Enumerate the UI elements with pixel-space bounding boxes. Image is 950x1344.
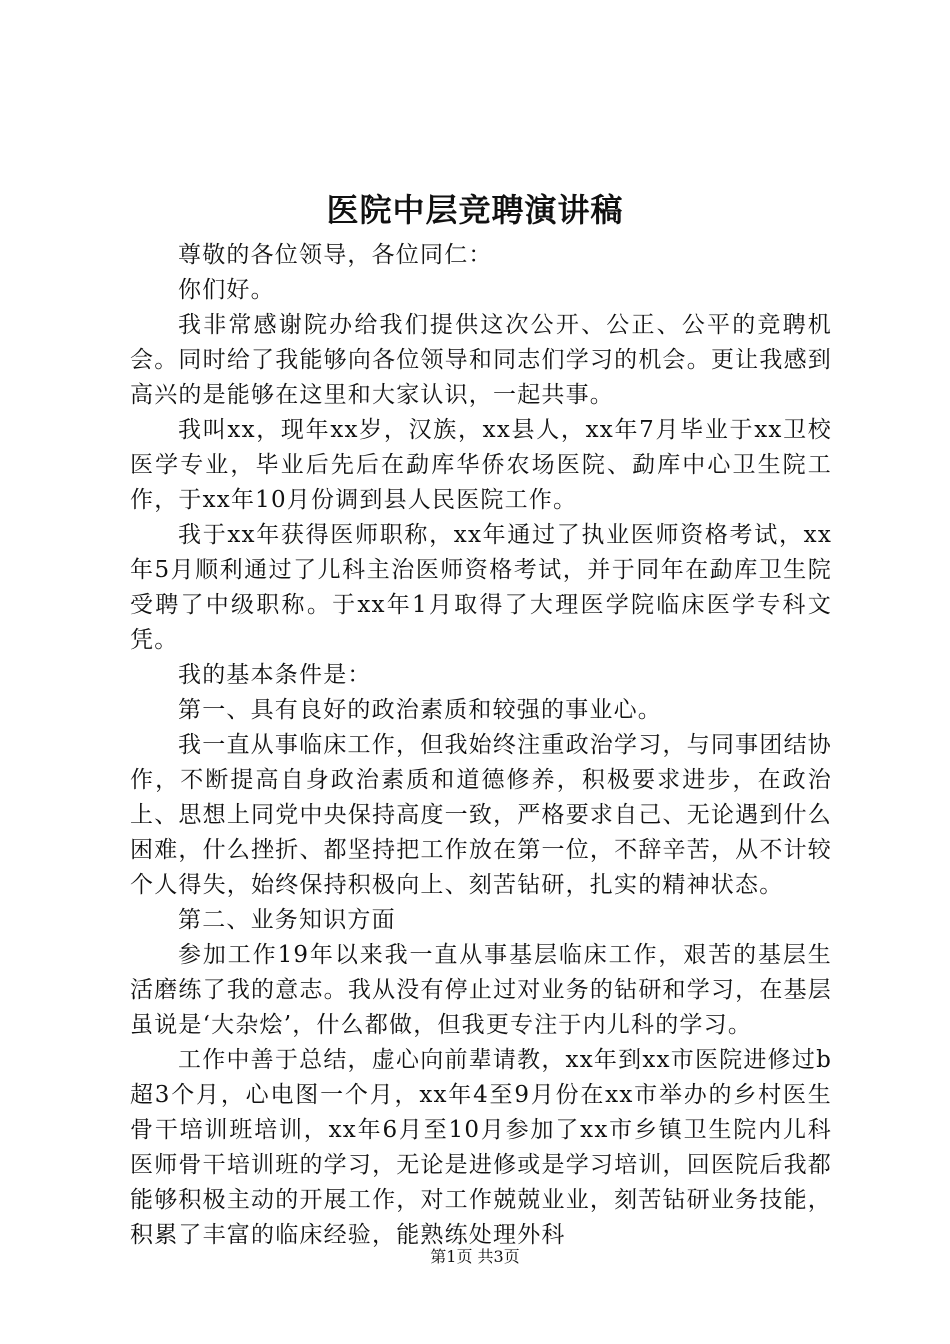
paragraph-training: 工作中善于总结，虚心向前辈请教，xx年到xx市医院进修过b超3个月，心电图一个月，xx年4至9月份在xx市举办的乡村医生骨干培训班培训，xx年6月至10月参加了xx市乡镇卫生院内儿科医师骨干培训班的学习，无论是进修或是学习培训，回医院后我都能够积极主动的开展工作，对工作兢兢业业，刻苦钻研业务技能，积累了丰富的临床经验，能熟练处理外科 <box>130 1047 832 1248</box>
paragraph-political-quality: 我一直从事临床工作，但我始终注重政治学习，与同事团结协作，不断提高自身政治素质和道德修养，积极要求进步，在政治上、思想上同党中央保持高度一致，严格要求自己、无论遇到什么困难，什么挫折、都坚持把工作放在第一位，不辞辛苦，从不计较个人得失，始终保持积极向上、刻苦钻研，扎实的精神状态。 <box>130 732 832 898</box>
paragraph-heading-first: 第一、具有良好的政治素质和较强的事业心。 <box>178 697 662 723</box>
document-title: 医院中层竞聘演讲稿 <box>326 191 624 229</box>
paragraph-thanks: 我非常感谢院办给我们提供这次公开、公正、公平的竞聘机会。同时给了我能够向各位领导和同志们学习的机会。更让我感到高兴的是能够在这里和大家认识，一起共事。 <box>130 312 832 408</box>
paragraph-heading-second: 第二、业务知识方面 <box>178 907 396 933</box>
document-body <box>130 238 832 1253</box>
page-number: 第1页 共3页 <box>430 1247 520 1266</box>
paragraph-work-experience: 参加工作19年以来我一直从事基层临床工作，艰苦的基层生活磨练了我的意志。我从没有停止过对业务的钻研和学习，在基层虽说是‘大杂烩’，什么都做，但我更专注于内儿科的学习。 <box>130 942 832 1038</box>
paragraph-basic-conditions: 我的基本条件是： <box>178 662 372 688</box>
paragraph-introduction: 我叫xx，现年xx岁，汉族，xx县人，xx年7月毕业于xx卫校医学专业，毕业后先后在勐库华侨农场医院、勐库中心卫生院工作，于xx年10月份调到县人民医院工作。 <box>130 417 832 513</box>
paragraph-greeting: 你们好。 <box>178 277 275 303</box>
paragraph-salutation: 尊敬的各位领导，各位同仁： <box>178 242 493 268</box>
paragraph-qualifications: 我于xx年获得医师职称，xx年通过了执业医师资格考试，xx年5月顺利通过了儿科主治医师资格考试，并于同年在勐库卫生院受聘了中级职称。于xx年1月取得了大理医学院临床医学专科文凭。 <box>130 522 832 653</box>
